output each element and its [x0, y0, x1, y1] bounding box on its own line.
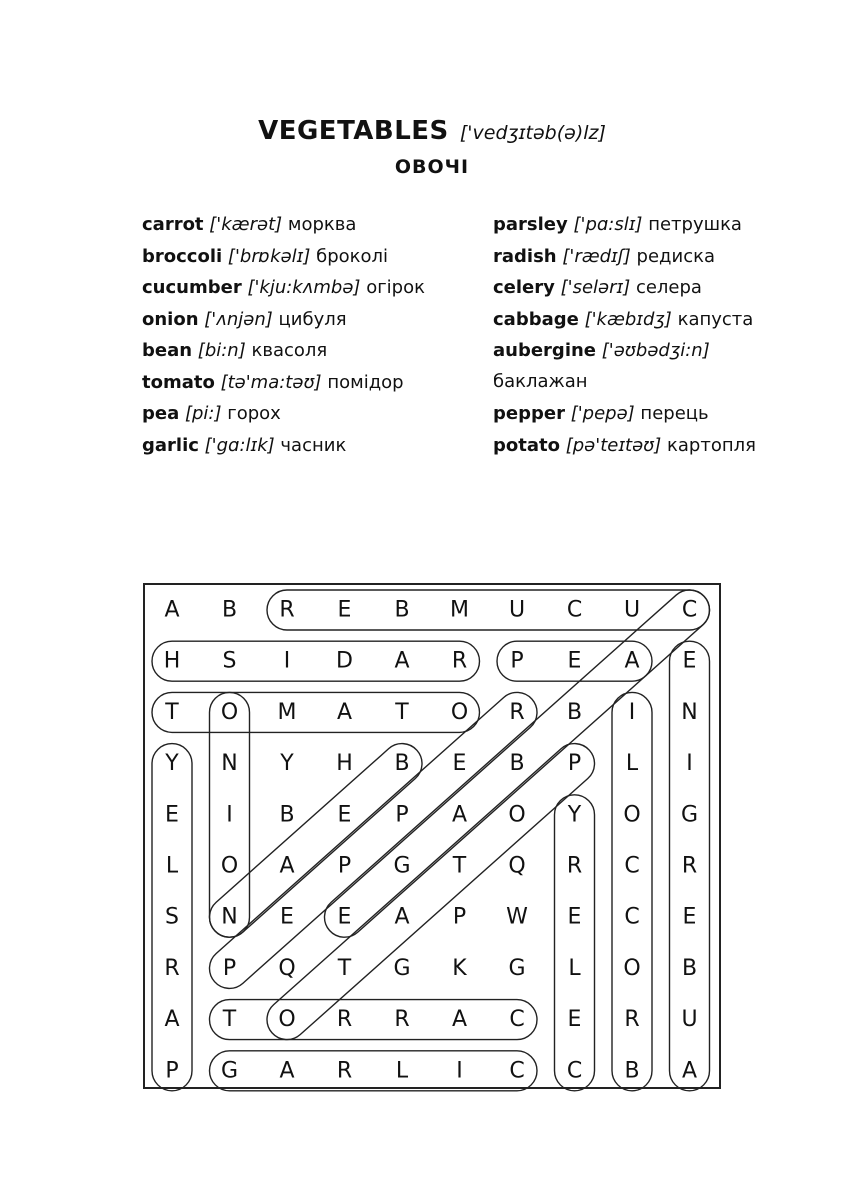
vocab-word: pepper [493, 403, 565, 424]
vocab-entry-pepper [493, 401, 756, 433]
vocab-word: cucumber [142, 277, 242, 298]
grid-letter-r1-c1: S [222, 648, 237, 674]
vocab-word: potato [493, 434, 560, 456]
grid-letter-r0-c7: C [566, 597, 583, 623]
grid-letter-r9-c4: L [395, 1058, 409, 1084]
vocab-entry-garlic [142, 433, 425, 465]
vocab-transcription: ['kærət] [209, 214, 283, 235]
grid-letter-r7-c6: G [508, 955, 526, 981]
vocab-word: garlic [142, 434, 199, 456]
title-transcription: ['vedʒɪtəb(ə)lz] [459, 122, 606, 144]
grid-letter-r4-c8: O [623, 802, 641, 828]
vocab-transcription: ['pepə] [570, 403, 635, 424]
grid-letter-r3-c1: N [221, 751, 238, 777]
grid-letter-r8-c9: U [681, 1007, 698, 1033]
grid-letter-r5-c0: L [165, 853, 179, 879]
grid-letter-r5-c9: R [681, 853, 698, 879]
vocab-word: parsley [493, 214, 568, 235]
grid-letter-r4-c5: A [451, 802, 468, 828]
grid-letter-r7-c8: O [623, 955, 641, 981]
grid-letter-r7-c1: P [222, 955, 237, 981]
grid-letter-r8-c3: R [336, 1007, 353, 1033]
vocab-translation: часник [280, 434, 347, 456]
vocab-transcription: [bi:n] [197, 340, 246, 361]
grid-letter-r0-c2: R [279, 597, 295, 623]
vocab-entry-cabbage [493, 307, 756, 339]
grid-letter-r3-c9: I [686, 751, 693, 777]
grid-letter-r5-c6: Q [508, 853, 526, 879]
grid-letter-r0-c3: E [337, 597, 352, 623]
grid-letter-r0-c9: C [681, 597, 698, 623]
grid-letter-r6-c8: C [624, 904, 640, 930]
grid-letter-r2-c1: O [220, 699, 239, 725]
grid-letter-r6-c4: A [394, 904, 410, 930]
grid-letter-r7-c3: T [337, 955, 352, 981]
vocab-transcription: ['brɒkəlɪ] [227, 245, 311, 267]
vocabulary-right-column [493, 212, 756, 464]
vocab-entry-pea [142, 401, 425, 433]
vocab-translation: морква [287, 214, 357, 235]
grid-letter-r7-c4: G [393, 955, 411, 981]
vocab-translation: помідор [327, 371, 404, 393]
vocab-translation: баклажан [493, 371, 588, 392]
grid-letter-r1-c7: E [567, 648, 582, 674]
grid-letter-r6-c0: S [165, 904, 179, 930]
grid-letter-r9-c1: G [220, 1058, 239, 1084]
grid-letter-r4-c2: B [279, 802, 295, 828]
grid-letter-r5-c2: A [279, 853, 295, 879]
grid-letter-r4-c0: E [165, 802, 179, 828]
title-word: VEGETABLES [258, 116, 449, 146]
grid-letter-r5-c4: G [393, 853, 411, 879]
grid-letter-r6-c3: E [337, 904, 352, 930]
vocab-entry-cucumber [142, 275, 425, 307]
grid-letter-r9-c7: C [566, 1058, 583, 1084]
vocab-word: carrot [142, 214, 204, 235]
vocab-word: celery [493, 277, 555, 298]
vocab-transcription: ['ʌnjən] [204, 308, 273, 330]
vocab-translation: редиска [636, 245, 715, 267]
vocab-word: bean [142, 340, 193, 361]
grid-letter-r6-c6: W [506, 904, 528, 930]
puzzle-letters [164, 598, 698, 1084]
grid-letter-r2-c7: B [566, 699, 583, 725]
grid-letter-r2-c8: I [628, 699, 636, 725]
vocab-entry-parsley [493, 212, 756, 244]
grid-letter-r3-c4: B [394, 751, 410, 777]
vocab-transcription: [pə'teɪtəʊ] [565, 434, 662, 456]
grid-letter-r8-c5: A [451, 1007, 468, 1033]
grid-letter-r2-c4: T [395, 699, 409, 725]
grid-letter-r5-c7: R [566, 853, 583, 879]
grid-letter-r3-c3: H [336, 751, 353, 777]
grid-letter-r8-c1: T [222, 1007, 237, 1033]
vocab-entry-onion [142, 307, 425, 339]
vocab-translation: капуста [677, 308, 754, 330]
vocab-entry-potato [493, 433, 756, 465]
grid-letter-r1-c9: E [682, 648, 697, 674]
loop-carrot-13 [210, 1000, 538, 1040]
grid-letter-r2-c5: O [450, 699, 469, 725]
grid-letter-r2-c9: N [681, 699, 698, 725]
grid-letter-r7-c5: K [452, 955, 467, 981]
loop-garlic-14 [210, 1051, 538, 1091]
vocab-transcription: ['rædɪʃ] [562, 245, 631, 267]
vocab-transcription: ['kæbɪdʒ] [584, 308, 672, 330]
vocab-entry-radish [493, 244, 756, 276]
grid-letter-r3-c2: Y [280, 751, 294, 777]
vocab-translation: огірок [366, 277, 425, 298]
grid-letter-r2-c3: A [336, 699, 353, 725]
grid-letter-r6-c1: N [221, 904, 238, 930]
grid-letter-r9-c0: P [165, 1058, 179, 1084]
grid-letter-r7-c7: L [568, 955, 581, 981]
vocabulary-left-column [142, 212, 425, 464]
grid-letter-r3-c0: Y [165, 751, 179, 777]
grid-letter-r2-c0: T [165, 699, 179, 725]
grid-letter-r5-c8: C [624, 853, 640, 879]
grid-letter-r0-c4: B [394, 597, 410, 623]
grid-letter-r4-c9: G [680, 802, 699, 828]
loop-tomato-4 [152, 692, 480, 732]
grid-letter-r4-c1: I [226, 802, 233, 828]
grid-letter-r3-c8: L [625, 751, 639, 777]
grid-letter-r2-c2: M [277, 699, 297, 725]
grid-letter-r5-c5: T [452, 853, 467, 879]
vocab-translation: петрушка [648, 214, 742, 235]
grid-letter-r1-c4: A [394, 648, 410, 674]
grid-letter-r9-c3: R [336, 1058, 353, 1084]
vocab-word: tomato [142, 371, 215, 393]
grid-letter-r1-c5: R [451, 648, 468, 674]
grid-letter-r7-c9: B [681, 955, 698, 981]
grid-letter-r4-c7: Y [567, 802, 582, 828]
vocab-word: aubergine [493, 340, 597, 361]
grid-letter-r1-c3: D [336, 648, 353, 674]
vocab-transcription: ['kju:kʌmbə] [247, 277, 361, 298]
grid-letter-r0-c0: A [164, 597, 180, 623]
grid-letter-r9-c9: A [681, 1058, 698, 1084]
page-title [0, 116, 864, 146]
grid-letter-r2-c6: R [509, 699, 525, 725]
grid-letter-r8-c8: R [624, 1007, 640, 1033]
grid-letter-r1-c8: A [624, 648, 640, 674]
vocab-transcription: [pi:] [184, 403, 222, 424]
vocab-transcription: ['selərɪ] [560, 277, 631, 298]
vocab-translation: горох [227, 403, 281, 424]
vocab-word: onion [142, 308, 199, 330]
vocab-translation: квасоля [251, 340, 328, 361]
vocab-word: broccoli [142, 245, 223, 267]
loop-potato-10 [201, 684, 545, 996]
vocab-word: pea [142, 403, 180, 424]
grid-letter-r9-c6: C [509, 1058, 525, 1084]
vocab-word: cabbage [493, 308, 579, 330]
grid-letter-r6-c9: E [682, 904, 697, 930]
grid-letter-r8-c2: O [278, 1007, 296, 1033]
grid-letter-r6-c5: P [452, 904, 467, 930]
grid-letter-r0-c6: U [508, 597, 526, 623]
grid-letter-r9-c8: B [624, 1058, 640, 1084]
vocab-translation: броколі [316, 245, 389, 267]
vocab-translation: цибуля [278, 308, 347, 330]
grid-letter-r8-c6: C [509, 1007, 525, 1033]
vocab-translation: перець [640, 403, 709, 424]
grid-letter-r1-c0: H [163, 648, 181, 674]
grid-letter-r6-c7: E [567, 904, 582, 930]
grid-letter-r4-c4: P [395, 802, 409, 828]
grid-letter-r0-c8: U [623, 597, 641, 623]
vocab-entry-broccoli [142, 244, 425, 276]
vocab-translation: картопля [667, 434, 756, 456]
vocab-entry-tomato [142, 370, 425, 402]
loop-celery-12 [555, 795, 595, 1091]
grid-letter-r0-c1: B [221, 597, 238, 623]
grid-letter-r1-c6: P [510, 648, 524, 674]
grid-letter-r4-c6: O [508, 802, 526, 828]
grid-letter-r3-c6: B [509, 751, 525, 777]
grid-letter-r8-c4: R [394, 1007, 410, 1033]
loop-radish-1 [152, 641, 480, 681]
grid-letter-r7-c2: Q [278, 955, 296, 981]
vocab-entry-bean [142, 338, 425, 370]
vocab-transcription: ['gɑ:lɪk] [204, 434, 275, 456]
grid-letter-r1-c2: I [283, 648, 291, 674]
vocab-entry-aubergine [493, 338, 756, 401]
grid-letter-r7-c0: R [164, 955, 180, 981]
vocab-entry-carrot [142, 212, 425, 244]
word-search-puzzle [140, 580, 724, 1092]
vocab-translation: селера [635, 277, 702, 298]
grid-letter-r3-c7: P [567, 751, 582, 777]
vocab-entry-celery [493, 275, 756, 307]
grid-letter-r9-c5: I [456, 1058, 463, 1084]
grid-letter-r8-c7: E [567, 1007, 582, 1033]
grid-letter-r3-c5: E [452, 751, 467, 777]
grid-letter-r5-c1: O [220, 853, 239, 879]
grid-letter-r9-c2: A [279, 1058, 295, 1084]
vocab-transcription: ['əʊbədʒi:n] [601, 340, 710, 361]
grid-letter-r4-c3: E [337, 802, 352, 828]
vocab-transcription: ['pɑ:slɪ] [573, 214, 643, 235]
loop-potato-11 [259, 735, 603, 1047]
grid-letter-r0-c5: M [450, 597, 469, 623]
vocab-transcription: [tə'ma:təʊ] [220, 371, 322, 393]
vocab-word: radish [493, 245, 557, 267]
page-subtitle: ОВОЧІ [394, 156, 470, 178]
grid-letter-r6-c2: E [280, 904, 294, 930]
grid-letter-r5-c3: P [337, 853, 352, 879]
grid-letter-r8-c0: A [164, 1007, 180, 1033]
